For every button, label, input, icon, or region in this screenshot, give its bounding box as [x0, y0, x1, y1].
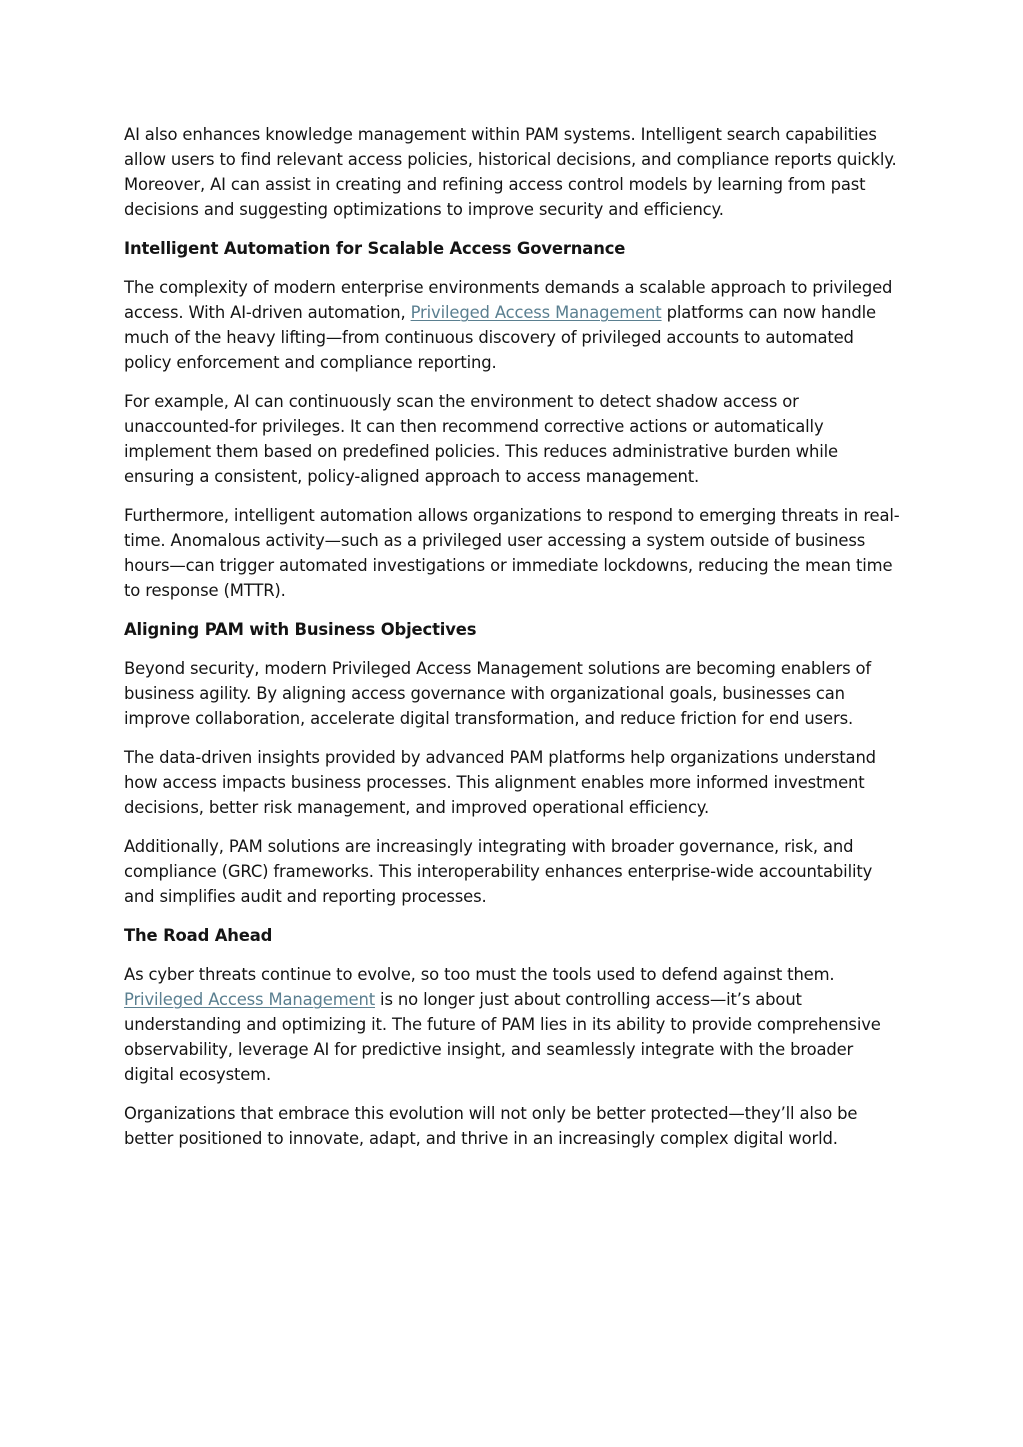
paragraph-data-driven: The data-driven insights provided by advanced PAM platforms help organizations understand how access impacts business processes. This alignment enables more informed investment decisions, better risk management, and improved operational efficiency.	[124, 748, 876, 817]
paragraph-complexity	[124, 275, 900, 375]
paragraph-additionally: Additionally, PAM solutions are increasingly integrating with broader governance, risk, and compliance (GRC) frameworks. This interoperability enhances enterprise-wide accountability and simplifies audit and reporting processes.	[124, 837, 873, 906]
paragraph-text: is no longer just about controlling access—it’s about understanding and optimizing it. The future of PAM lies in its ability to provide comprehensive observability, leverage AI for predictive insight, and seamlessly integrate with the broader digital ecosystem.	[124, 990, 881, 1084]
paragraph-example: For example, AI can continuously scan the environment to detect shadow access or unaccounted-for privileges. It can then recommend corrective actions or automatically implement them based on predefined policies. This reduces administrative burden while ensuring a consistent, policy-aligned approach to access management.	[124, 392, 838, 486]
paragraph-organizations: Organizations that embrace this evolution will not only be better protected—they’ll also be better positioned to innovate, adapt, and thrive in an increasingly complex digital world.	[124, 1104, 858, 1148]
pam-link[interactable]: Privileged Access Management	[124, 990, 375, 1009]
heading-aligning-pam: Aligning PAM with Business Objectives	[124, 620, 477, 639]
pam-link[interactable]: Privileged Access Management	[410, 303, 662, 322]
paragraph-furthermore: Furthermore, intelligent automation allows organizations to respond to emerging threats in real-time. Anomalous activity—such as a privileged user accessing a system outside of business hours—can trigger automated investigations or immediate lockdowns, reducing the mean time to response (MTTR).	[124, 506, 900, 600]
paragraph-beyond-security: Beyond security, modern Privileged Access Management solutions are becoming enablers of business agility. By aligning access governance with organizational goals, businesses can improve collaboration, accelerate digital transformation, and reduce friction for end users.	[124, 659, 872, 728]
heading-road-ahead: The Road Ahead	[124, 926, 273, 945]
document-page	[124, 122, 900, 1165]
paragraph-text: The complexity of modern enterprise environments demands a scalable approach to privileged access. With AI-driven automation,	[124, 278, 893, 322]
paragraph-cyber-threats	[124, 962, 900, 1087]
paragraph-text: As cyber threats continue to evolve, so too must the tools used to defend against them.	[124, 965, 835, 984]
paragraph-ai-knowledge: AI also enhances knowledge management within PAM systems. Intelligent search capabilities allow users to find relevant access policies, historical decisions, and compliance reports quickly. Moreover, AI can assist in creating and refining access control models by learning from past decisions and suggesting optimizations to improve security and efficiency.	[124, 125, 897, 219]
paragraph-text: platforms can now handle much of the heavy lifting—from continuous discovery of privileged accounts to automated policy enforcement and compliance reporting.	[124, 303, 876, 372]
heading-intelligent-automation: Intelligent Automation for Scalable Access Governance	[124, 239, 626, 258]
